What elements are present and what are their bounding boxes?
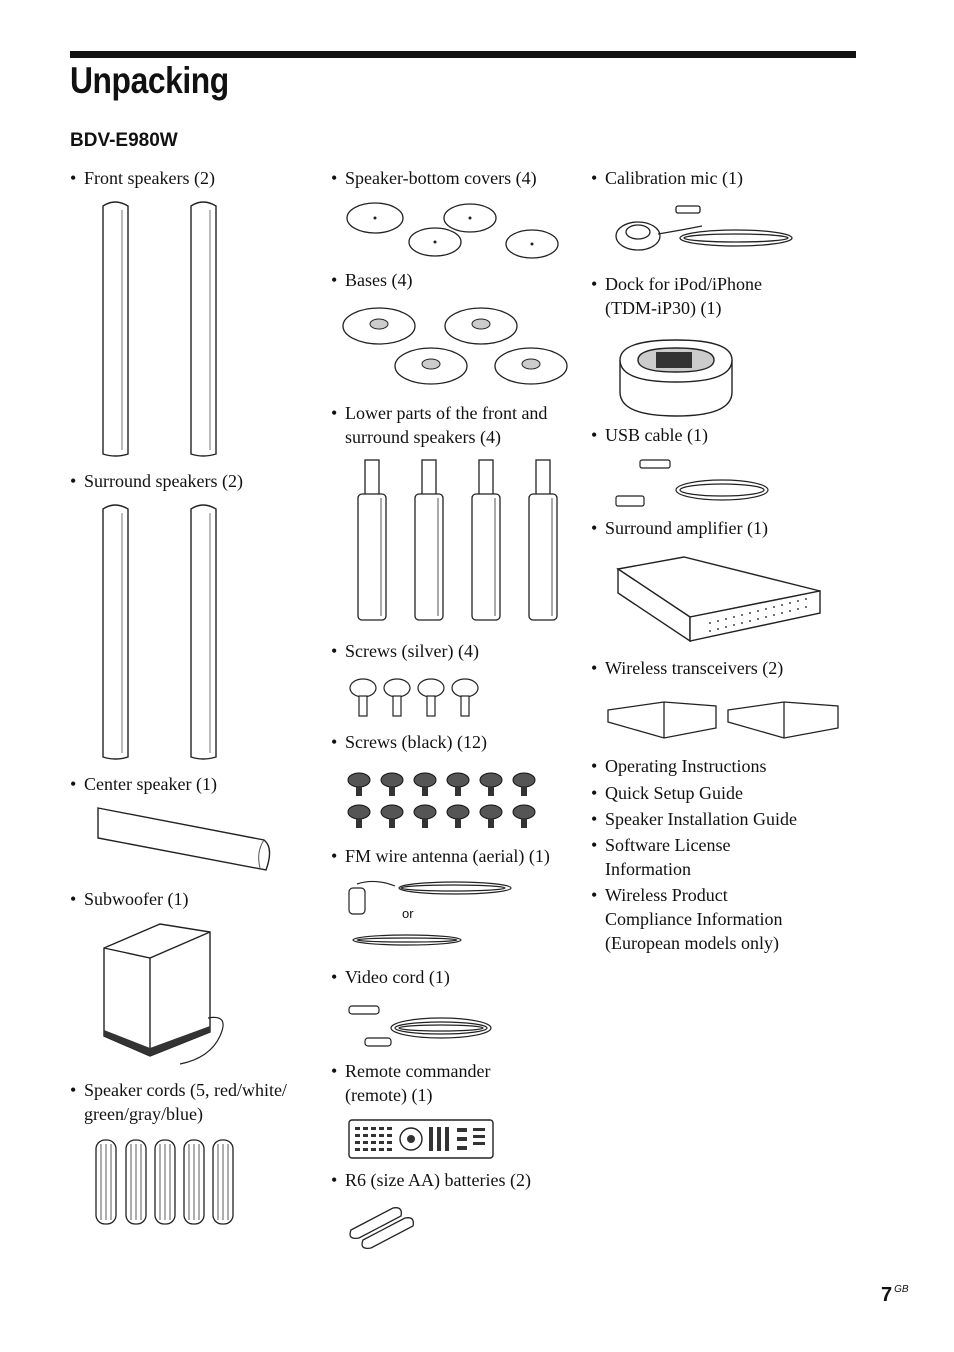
usb-cable-illustration	[612, 456, 772, 512]
item-front-speakers: • Front speakers (2)	[70, 166, 215, 190]
screws-silver-illustration	[347, 676, 482, 720]
bases-illustration	[341, 304, 571, 390]
item-usb-cable: • USB cable (1)	[591, 423, 708, 447]
item-quick-setup: • Quick Setup Guide	[591, 781, 743, 805]
item-transceivers: • Wireless transceivers (2)	[591, 656, 783, 680]
batteries-illustration	[345, 1200, 417, 1248]
front-speakers-illustration	[95, 198, 225, 460]
dock-illustration	[616, 330, 736, 420]
item-calibration-mic: • Calibration mic (1)	[591, 166, 743, 190]
transceivers-illustration	[604, 692, 844, 744]
item-video-cord: • Video cord (1)	[331, 965, 450, 989]
screws-black-illustration	[345, 770, 545, 834]
lower-parts-illustration	[345, 458, 565, 628]
subwoofer-illustration	[100, 918, 230, 1070]
bottom-covers-illustration	[345, 198, 560, 264]
item-surround-speakers: • Surround speakers (2)	[70, 469, 243, 493]
item-surround-amp: • Surround amplifier (1)	[591, 516, 768, 540]
item-lower-parts: • Lower parts of the front and surround speakers (4)	[331, 401, 547, 449]
item-subwoofer: • Subwoofer (1)	[70, 887, 188, 911]
item-bottom-covers: • Speaker-bottom covers (4)	[331, 166, 537, 190]
item-center-speaker: • Center speaker (1)	[70, 772, 217, 796]
page-suffix: GB	[894, 1284, 909, 1295]
calibration-mic-illustration	[612, 200, 797, 260]
item-operating-instructions: • Operating Instructions	[591, 754, 766, 778]
fm-antenna-illustration	[345, 874, 515, 954]
item-fm-antenna: • FM wire antenna (aerial) (1)	[331, 844, 550, 868]
item-bases: • Bases (4)	[331, 268, 412, 292]
page-title: Unpacking	[70, 60, 229, 101]
speaker-cords-illustration	[92, 1136, 242, 1232]
item-remote: • Remote commander (remote) (1)	[331, 1059, 490, 1107]
item-software-license: • Software License Information	[591, 833, 730, 881]
item-screws-silver: • Screws (silver) (4)	[331, 639, 479, 663]
surround-speakers-illustration	[95, 501, 225, 763]
video-cord-illustration	[345, 998, 495, 1054]
item-speaker-cords: • Speaker cords (5, red/white/ green/gray/blue)	[70, 1078, 287, 1126]
or-label: or	[402, 906, 414, 921]
item-screws-black: • Screws (black) (12)	[331, 730, 487, 754]
item-batteries: • R6 (size AA) batteries (2)	[331, 1168, 531, 1192]
center-speaker-illustration	[94, 804, 276, 876]
item-speaker-install: • Speaker Installation Guide	[591, 807, 797, 831]
item-dock: • Dock for iPod/iPhone (TDM-iP30) (1)	[591, 272, 762, 320]
surround-amp-illustration	[614, 555, 826, 647]
item-wireless-compliance: • Wireless Product Compliance Information (European models only)	[591, 883, 782, 955]
remote-illustration	[347, 1118, 495, 1160]
page-number: 7 $^{GB}$	[881, 1284, 909, 1306]
header-rule	[70, 51, 856, 58]
model-heading: BDV-E980W	[70, 130, 178, 151]
